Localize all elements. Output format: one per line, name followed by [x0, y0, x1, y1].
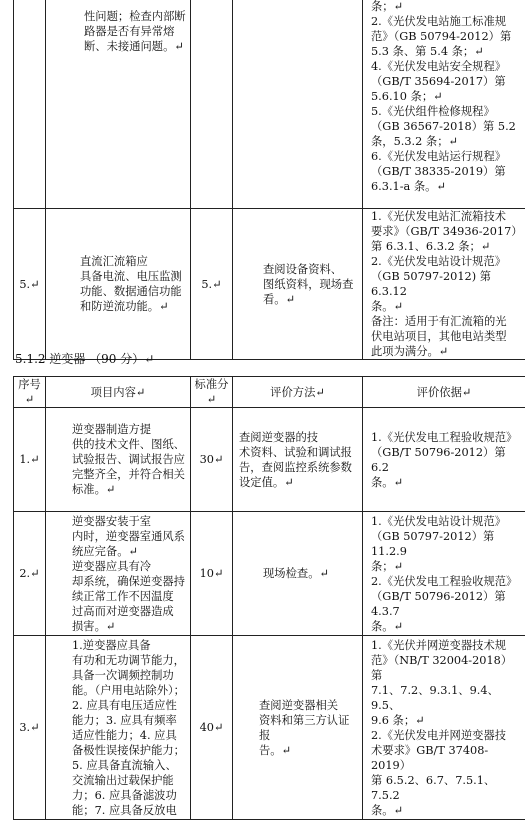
header-basis: 评价依据↵	[363, 377, 525, 408]
basis-cell: 1.《光伏并网逆变器技术规 范》（NB/T 32004-2018）第 7.1、7.2、9.3.1、9.4、9.5、 9.6 条；↵ 2.《光伏发电并网逆变器技 术要求》GB/T 37408-2019） 第 6.5.2、6.7、7.5.1、7.5.2 条。↵	[363, 636, 525, 820]
method-cell: 查阅逆变器相关 资料和第三方认证报 告。↵	[233, 636, 363, 820]
row-number-cell	[14, 0, 46, 209]
score-cell	[191, 0, 233, 209]
row-number-cell: 5.↵	[14, 209, 46, 360]
table-row	[14, 209, 525, 360]
basis-cell: 1.《光伏发电站汇流箱技术 要求》（GB/T 34936-2017） 第 6.3.1、6.3.2 条；↵ 2.《光伏发电站设计规范》 （GB 50797-2012) 第 6.3.12 条。↵ 备注：适用于有汇流箱的光 伏电站项目，其他电站类型 此项为满分。↵	[363, 209, 525, 360]
header-score: 标准分↵	[191, 377, 233, 408]
score-cell: 30↵	[191, 408, 233, 512]
header-content: 项目内容↵	[46, 377, 191, 408]
score-cell: 10↵	[191, 512, 233, 636]
method-cell: 查阅设备资料、 图纸资料，现场查 看。↵	[233, 209, 363, 360]
method-cell: 查阅逆变器的技 术资料、试验和调试报 告，查阅监控系统参数 设定值。↵	[233, 408, 363, 512]
row-number-cell: 1.↵	[14, 408, 46, 512]
basis-cell: 1.《光伏发电站设计规范》 （GB 50797-2012）第 11.2.9 条；↵ 2.《光伏发电工程验收规范》 （GB/T 50796-2012）第 4.3.7 条。↵	[363, 512, 525, 636]
evaluation-table-continued	[13, 0, 525, 360]
header-method: 评价方法↵	[233, 377, 363, 408]
table-header-row	[14, 377, 525, 408]
basis-cell: 条；↵ 2.《光伏发电站施工标准规 范》（GB 50794-2012）第 5.3 条、第 5.4 条；↵ 4.《光伏发电站安全规程》 （GB/T 35694-2017）第 5.6.10 条；↵ 5.《光伏组件检修规程》 （GB 36567-2018）第 5.2 条，5.3.2 条；↵ 6.《光伏发电站运行规程》 （GB/T 38335-2019）第 6.3.1-a 条。↵	[363, 0, 525, 209]
inverter-evaluation-table	[13, 376, 525, 820]
content-cell: 逆变器安装于室 内时，逆变器室通风系 统应完备。↵ 逆变器应具有冷 却系统，确保逆变器持 续正常工作不因温度 过高而对逆变器造成 损害。↵	[46, 512, 191, 636]
method-cell: 现场检查。↵	[233, 512, 363, 636]
table-row	[14, 0, 525, 209]
basis-cell: 1.《光伏发电工程验收规范》 （GB/T 50796-2012）第 6.2 条。↵	[363, 408, 525, 512]
score-cell: 5.↵	[191, 209, 233, 360]
content-cell: 直流汇流箱应 具备电流、电压监测 功能、数据通信功能 和防逆流功能。↵	[46, 209, 191, 360]
row-number-cell: 3.↵	[14, 636, 46, 820]
score-cell: 40↵	[191, 636, 233, 820]
table-row	[14, 636, 525, 820]
content-cell: 性问题；检查内部断 路器是否有异常熔 断、未接通问题。↵	[46, 0, 191, 209]
row-number-cell: 2.↵	[14, 512, 46, 636]
section-heading: 5.1.2 逆变器 （90 分）↵	[15, 352, 154, 367]
table-row	[14, 408, 525, 512]
content-cell: 1.逆变器应具备 有功和无功调节能力， 具备一次调频控制功 能。（户用电站除外）； 2. 应具有电压适应性 能力；3. 应具有频率 适应性能力；4. 应具 备极性误接保护能力； 5. 应具备直流输入、 交流输出过载保护能 力；6. 应具备滤波功 能；7. 应具备反放电	[46, 636, 191, 820]
content-cell: 逆变器制造方提 供的技术文件、图纸、 试验报告、调试报告应 完整齐全，并符合相关 标准。↵	[46, 408, 191, 512]
header-no: 序号↵	[14, 377, 46, 408]
table-row	[14, 512, 525, 636]
method-cell	[233, 0, 363, 209]
